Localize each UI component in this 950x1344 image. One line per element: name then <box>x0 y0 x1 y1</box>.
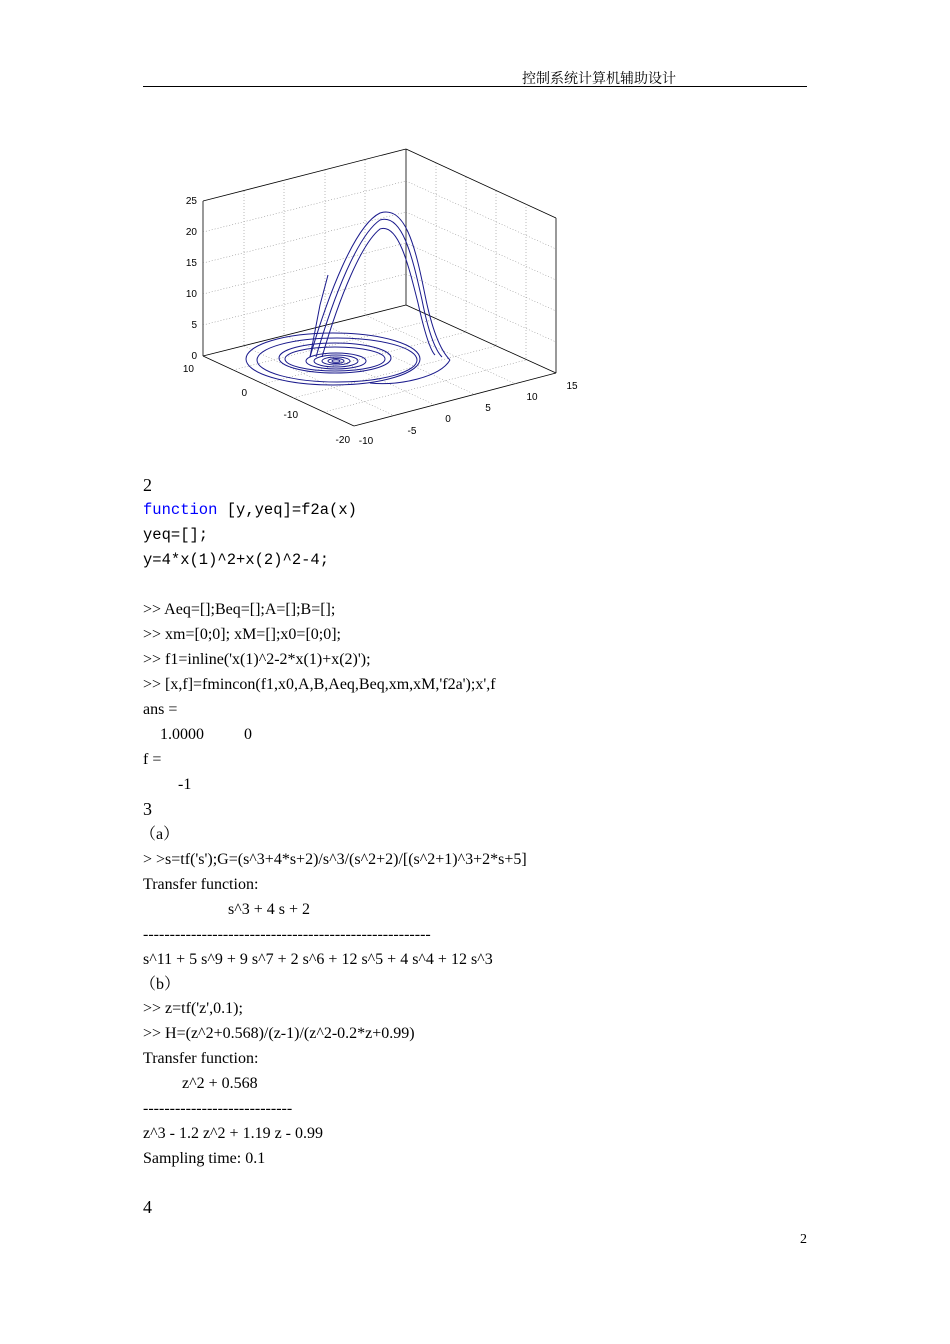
code-text: [y,yeq]=f2a(x) <box>217 501 357 519</box>
page-number: 2 <box>800 1232 807 1247</box>
section-number: 3 <box>143 799 152 819</box>
x-tick: -5 <box>407 426 417 437</box>
part-label: （b） <box>140 976 181 993</box>
header-rule <box>143 86 807 87</box>
command-line: > >s=tf('s');G=(s^3+4*s+2)/s^3/(s^2+2)/[(s^2+1)^3+2*s+5] <box>143 851 527 868</box>
x-tick: 5 <box>485 403 491 414</box>
command-line: >> Aeq=[];Beq=[];A=[];B=[]; <box>143 601 336 618</box>
tf-fraction-line: ------------------------------------------------------ <box>143 926 431 943</box>
tf-denominator: z^3 - 1.2 z^2 + 1.19 z - 0.99 <box>143 1125 323 1142</box>
tf-numerator: s^3 + 4 s + 2 <box>228 901 311 918</box>
command-line: >> H=(z^2+0.568)/(z-1)/(z^2-0.2*z+0.99) <box>143 1025 415 1042</box>
z-tick: 15 <box>185 258 197 269</box>
code-keyword: function <box>143 501 218 519</box>
z-tick: 5 <box>191 320 197 331</box>
tf-numerator: z^2 + 0.568 <box>182 1075 258 1092</box>
section-number: 4 <box>143 1197 152 1217</box>
x-tick: 10 <box>526 392 538 403</box>
output-label: f = <box>143 751 162 768</box>
code-line <box>143 500 357 520</box>
y-tick: 0 <box>241 388 247 399</box>
code-line: y=4*x(1)^2+x(2)^2-4; <box>143 551 330 569</box>
tf-fraction-line: ---------------------------- <box>143 1100 293 1117</box>
header-title: 控制系统计算机辅助设计 <box>522 72 676 87</box>
output-label: Transfer function: <box>143 1050 259 1067</box>
plot-canvas <box>170 145 590 455</box>
z-tick: 25 <box>185 196 197 207</box>
command-line: >> xm=[0;0]; xM=[];x0=[0;0]; <box>143 626 341 643</box>
sampling-time: Sampling time: 0.1 <box>143 1150 266 1167</box>
output-value: 0 <box>244 726 252 743</box>
x-tick: -10 <box>358 436 374 447</box>
tf-denominator: s^11 + 5 s^9 + 9 s^7 + 2 s^6 + 12 s^5 + 4 s^4 + 12 s^3 <box>143 951 493 968</box>
code-line: yeq=[]; <box>143 526 209 544</box>
y-tick: 10 <box>182 364 194 375</box>
lorenz-3d-plot <box>170 145 590 455</box>
z-tick: 0 <box>191 351 197 362</box>
x-tick: 15 <box>566 381 578 392</box>
output-label: Transfer function: <box>143 876 259 893</box>
y-tick: -20 <box>335 435 350 446</box>
command-line: >> f1=inline('x(1)^2-2*x(1)+x(2)'); <box>143 651 371 668</box>
section-number: 2 <box>143 475 152 495</box>
output-value: -1 <box>178 776 192 793</box>
z-tick: 20 <box>185 227 197 238</box>
output-value: 1.0000 <box>160 726 204 743</box>
z-tick: 10 <box>185 289 197 300</box>
command-line: >> z=tf('z',0.1); <box>143 1000 243 1017</box>
x-tick: 0 <box>445 414 451 425</box>
part-label: （a） <box>140 826 180 843</box>
command-line: >> [x,f]=fmincon(f1,x0,A,B,Aeq,Beq,xm,xM,'f2a');x',f <box>143 676 496 693</box>
y-tick: -10 <box>283 410 298 421</box>
output-label: ans = <box>143 701 178 718</box>
